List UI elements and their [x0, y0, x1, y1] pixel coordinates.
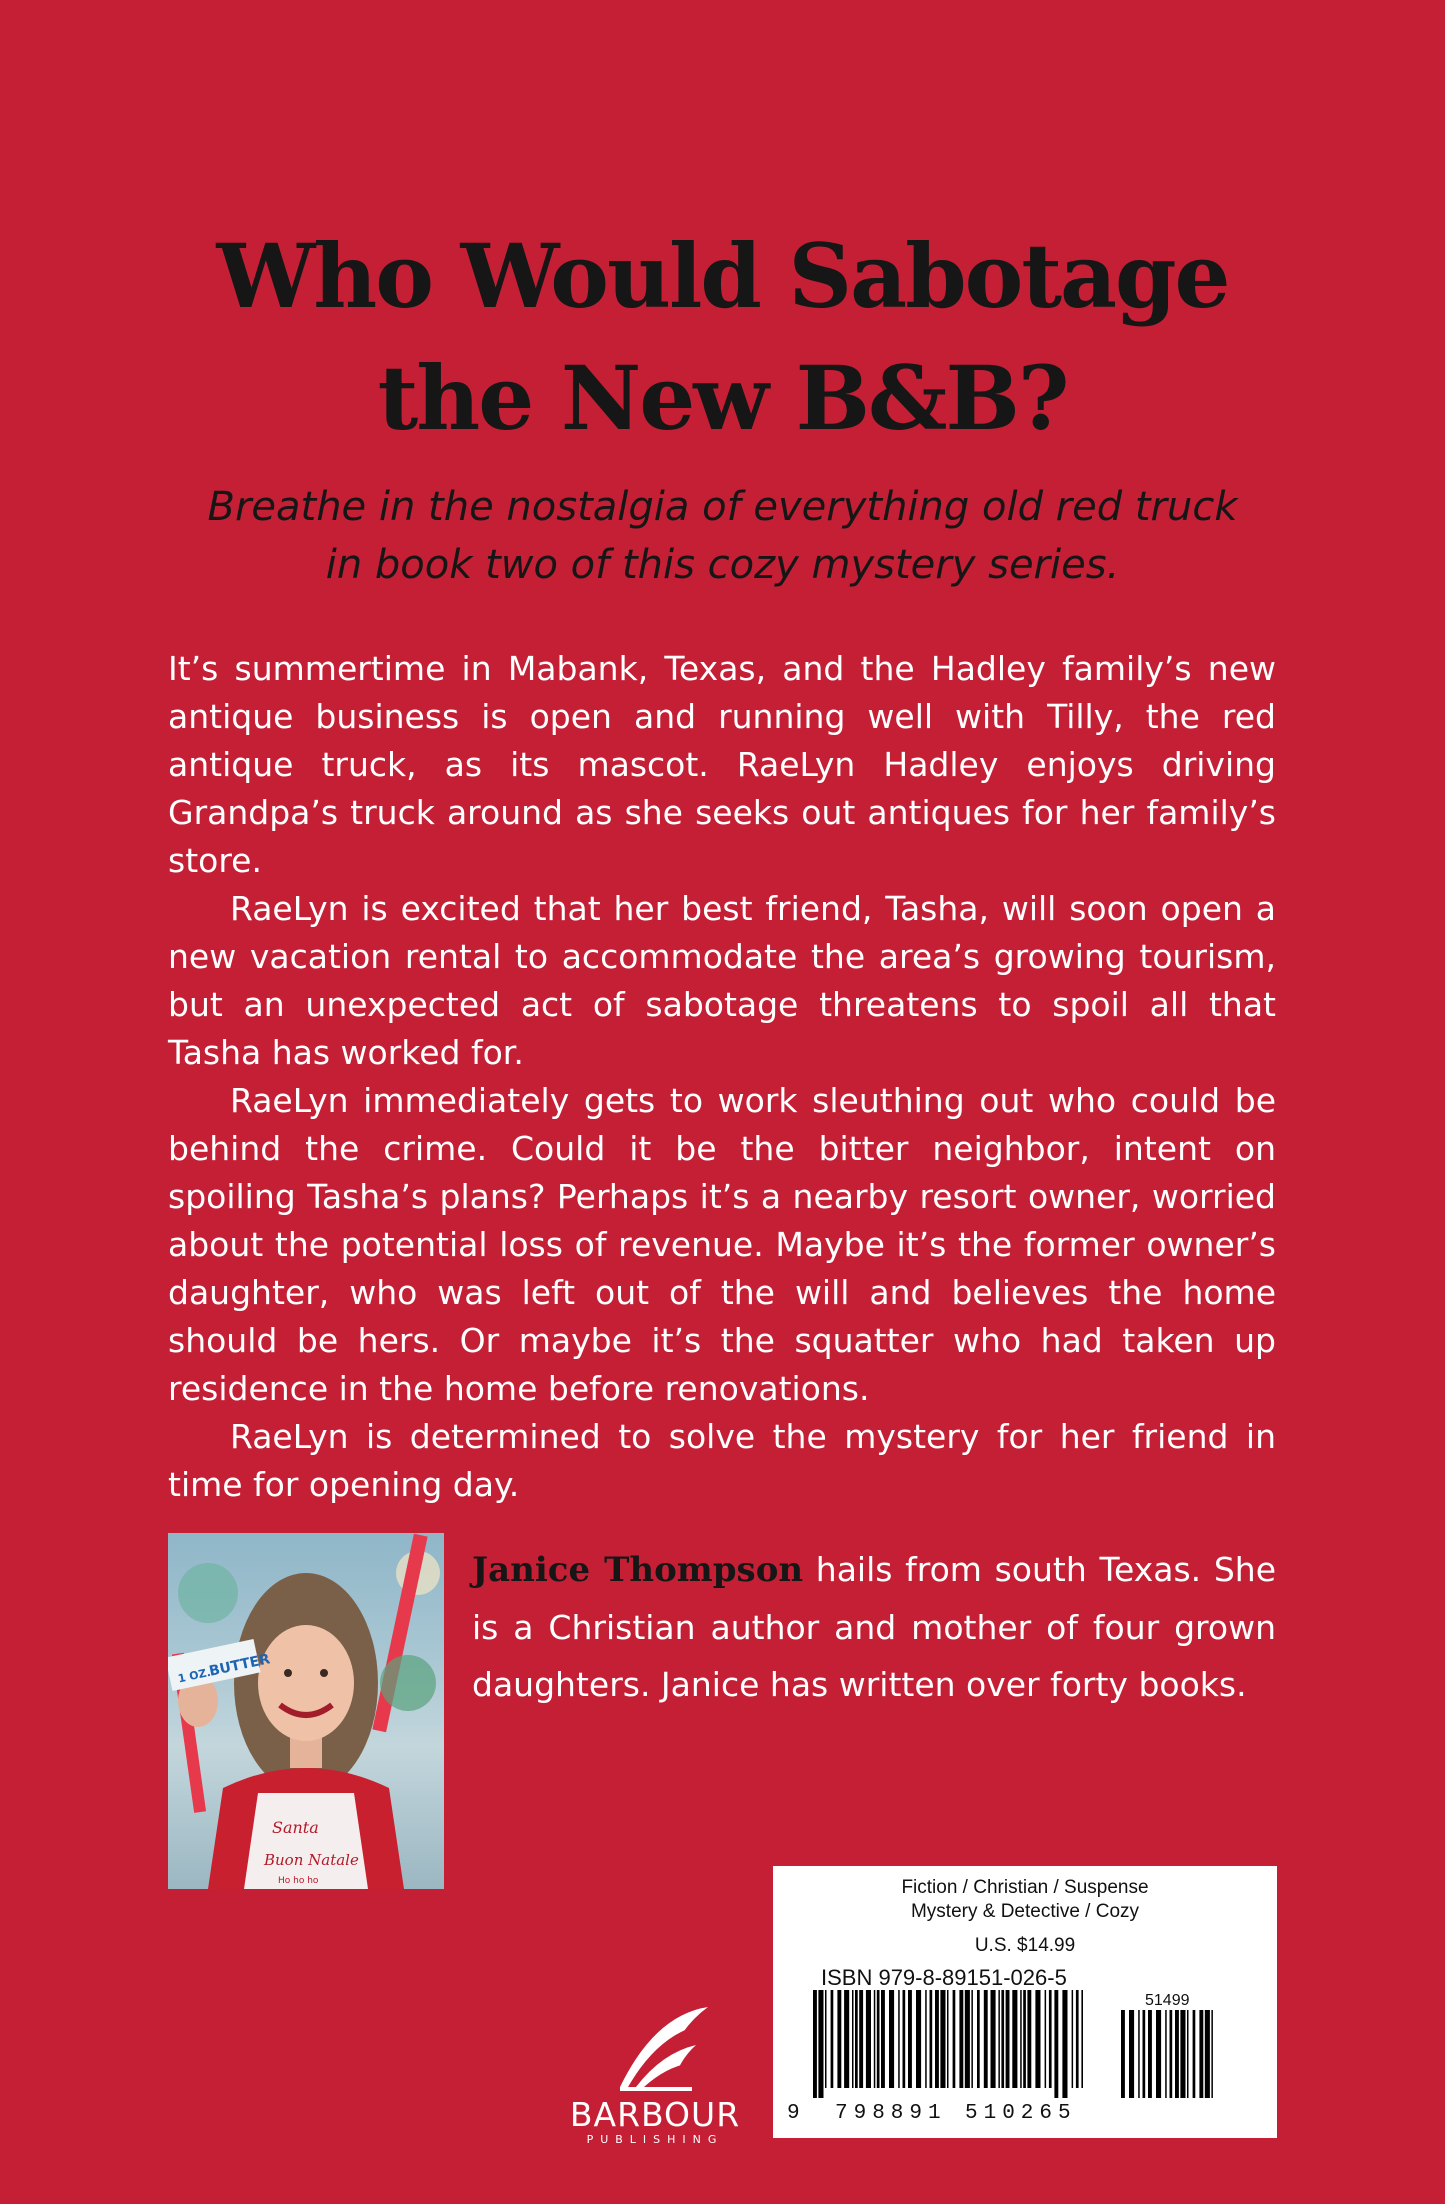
barcode-bar [1193, 2010, 1196, 2098]
barcode-bar [903, 1990, 906, 2088]
barcode-bar [1170, 2010, 1173, 2098]
tagline-line-2: in book two of this cozy mystery series. [325, 542, 1120, 588]
barcode-bar [855, 1990, 858, 2088]
barcode-bar [866, 1990, 871, 2088]
barcode-bar [1175, 2010, 1179, 2098]
barcode-bar [953, 1990, 956, 2088]
isbn: ISBN 979-8-89151-026-5 [821, 1965, 1067, 1990]
barcode-bar [925, 1990, 927, 2088]
barcode-bar [1045, 1990, 1047, 2088]
barcode-bar [837, 1990, 841, 2088]
price-addon-code: 51499 [1145, 1992, 1190, 2009]
apron-text-3: Ho ho ho [278, 1876, 319, 1886]
apron-text-2: Buon Natale [264, 1851, 359, 1869]
headline-line-2: the New B&B? [377, 346, 1068, 450]
barcode-bar [1180, 2010, 1185, 2098]
barcode-digit-first: 9 [787, 2102, 800, 2125]
barcode-bar [930, 1990, 933, 2088]
description-paragraph-3: RaeLyn immediately gets to work sleuthing out who could be behind the crime. Could it be the bitter neighbor, intent on spoiling Tasha’s plans? Perhaps it’s a nearby resort owner, worried about the potential loss of revenue. Maybe it’s the former owner’s daughter, who was left out of the will and believes the home should be hers. Or maybe it’s the squatter who had taken up residence in the home before renovations. [168, 1081, 1276, 1408]
headline-line-1: Who Would Sabotage [216, 224, 1229, 328]
barcode-bar [1156, 2010, 1161, 2098]
barcode-bar [898, 1990, 900, 2088]
barcode-bar [1199, 2010, 1203, 2098]
barcode-bar [1023, 1990, 1026, 2088]
barcode-bar [1001, 1990, 1004, 2088]
apron-text-1: Santa [272, 1818, 319, 1837]
price: U.S. $14.99 [974, 1935, 1076, 1956]
barcode-bar [881, 1990, 885, 2088]
publisher-name: BARBOUR [569, 2095, 741, 2134]
barcode-bar [844, 1990, 849, 2088]
barcode-bar [959, 1990, 963, 2088]
butter-oz-text: 1 OZ. [176, 1665, 212, 1686]
barcode-bar [908, 1990, 912, 2088]
barcode-bar [1020, 1990, 1022, 2088]
barcode-digits-group-2: 510265 [965, 2102, 1077, 2125]
barcode-bar [1121, 2010, 1125, 2098]
publisher-sub: PUBLISHING [586, 2133, 724, 2146]
barcode-bar [1049, 1990, 1052, 2088]
barcode-bar [935, 1990, 939, 2088]
barcode-bar [1054, 1990, 1058, 2098]
ean-barcode [813, 1990, 1083, 2100]
barcode-bar [977, 1990, 980, 2088]
author-bio-text: hails from south Texas. She is a Christian author and mother of four grown daughters. Janice has written over forty books. [472, 1550, 1276, 1704]
barcode-bar [1006, 1990, 1010, 2088]
barcode-bar [1187, 2010, 1189, 2098]
butter-label-text: BUTTER [207, 1651, 272, 1680]
book-pages-icon [560, 1995, 750, 2095]
author-photo [168, 1533, 444, 1889]
barcode-bar [818, 1990, 823, 2098]
tagline-line-1: Breathe in the nostalgia of everything old red truck [207, 484, 1238, 530]
barcode-bar [1165, 2010, 1167, 2098]
bisac-categories [773, 1876, 1277, 1924]
barcode-bar [1012, 1990, 1017, 2088]
barcode-bar [1027, 1990, 1031, 2088]
description-paragraph-4: RaeLyn is determined to solve the mystery for her friend in time for opening day. [168, 1417, 1276, 1504]
author-bio [472, 1541, 1276, 1713]
barcode-bar [984, 1990, 988, 2088]
barcode-bar [991, 1990, 996, 2088]
barcode-bar [825, 1990, 827, 2088]
barcode-bar [971, 1990, 973, 2088]
barcode-bar [1211, 2010, 1213, 2098]
barcode-bar [1148, 2010, 1152, 2098]
bisac-line-1: Fiction / Christian / Suspense [901, 1877, 1149, 1898]
barcode-bar [947, 1990, 949, 2088]
barcode-bar [859, 1990, 863, 2088]
barcode-bar [889, 1990, 894, 2088]
barcode-bar [998, 1990, 1000, 2088]
barcode-bar [1076, 1990, 1079, 2088]
author-photo-illustration [168, 1533, 444, 1889]
barcode-bar [1129, 2010, 1134, 2098]
barcode-digits-group-1: 798891 [835, 2102, 947, 2125]
barcode-bar [813, 1990, 817, 2098]
barcode-bar [1081, 1990, 1083, 2088]
barcode-bar [1138, 2010, 1140, 2098]
bisac-line-2: Mystery & Detective / Cozy [910, 1901, 1140, 1922]
barcode-bar [852, 1990, 854, 2088]
barbour-publishing-logo [560, 1995, 750, 2145]
book-description [168, 645, 1276, 1509]
description-paragraph-2: RaeLyn is excited that her best friend, Tasha, will soon open a new vacation rental to accommodate the area’s growing tourism, but an unexpected act of sabotage threatens to spoil all that Tasha has worked for. [168, 889, 1276, 1072]
barcode-bar [877, 1990, 880, 2088]
barcode-bar [1143, 2010, 1146, 2098]
barcode-bar [1035, 1990, 1040, 2088]
barcode-bar [940, 1990, 945, 2088]
tagline [120, 478, 1325, 594]
barcode-bar [1072, 1990, 1074, 2088]
barcode-panel [773, 1866, 1277, 2138]
addon-barcode [1121, 2010, 1217, 2110]
barcode-bar [1205, 2010, 1210, 2098]
headline [0, 215, 1445, 459]
barcode-bar [831, 1990, 834, 2088]
author-name: Janice Thompson [472, 1550, 804, 1590]
barcode-bar [874, 1990, 876, 2088]
barcode-bar [1062, 1990, 1067, 2098]
barcode-bar [965, 1990, 970, 2088]
description-paragraph-1: It’s summertime in Mabank, Texas, and the Hadley family’s new antique business is open and running well with Tilly, the red antique truck, as its mascot. RaeLyn Hadley enjoys driving Grandpa’s truck around as she seeks out antiques for her family’s store. [168, 649, 1276, 880]
barcode-bar [916, 1990, 921, 2088]
